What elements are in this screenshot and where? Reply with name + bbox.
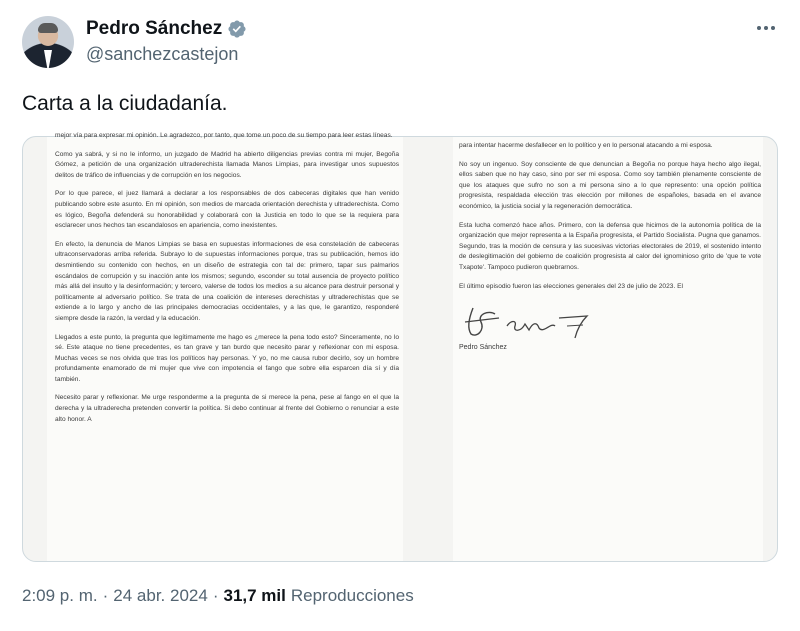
letter-signer: Pedro Sánchez: [459, 344, 507, 352]
letter-paragraph: El último episodio fueron las elecciones generales del 23 de julio de 2023. El: [459, 282, 683, 290]
letter-left-column: [47, 131, 403, 433]
tweet-date[interactable]: 24 abr. 2024: [113, 586, 208, 605]
meta-separator: ·: [102, 586, 109, 605]
author-name-row: [86, 18, 247, 40]
more-dot: [757, 26, 761, 30]
tweet-media-image[interactable]: [22, 132, 778, 562]
more-dot: [771, 26, 775, 30]
letter-paragraph: Llegados a este punto, la pregunta que legítimamente me hago es ¿merece la pena todo esto? Sinceramente, no lo sé. Este ataque no tiene precedentes, es tan grave y tan burdo que necesito parar y reflexionar con mi esposa. Muchas veces se nos olvida que tras los políticos hay personas. Y yo, no me causa rubor decirlo, soy un hombre profundamente enamorado de mi mujer que vive con impotencia el fango que sobre ella esparcen día sí y día también.: [55, 333, 399, 383]
letter-right-column: [453, 141, 763, 351]
author-handle[interactable]: @sanchezcastejon: [86, 44, 239, 64]
more-options-icon[interactable]: [754, 18, 778, 38]
letter-paragraph: Necesito parar y reflexionar. Me urge responderme a la pregunta de si merece la pena, pese al fango en el que la derecha y la ultraderecha pretenden convertir la política. Si debo continuar al frente del Gobierno o renunciar a este alto honor. A: [55, 394, 399, 423]
tweet-meta: [22, 586, 414, 606]
letter-paragraph: para intentar hacerme desfallecer en lo político y en lo personal atacando a mi esposa.: [459, 142, 713, 149]
letter-paragraph: No soy un ingenuo. Soy consciente de que denuncian a Begoña no porque haya hecho algo ilegal, ellos saben que no hay caso, sino por ser mi esposa. Como soy también plenamente consciente de que los ataques que sufro no son a mi persona sino a lo que represento: una opción política progresista, respaldada elección tras elección por millones de españoles, basada en el avance económico, la justicia social y la regeneración democrática.: [459, 160, 761, 210]
views-label: Reproducciones: [290, 586, 414, 605]
letter-paragraph: Esta lucha comenzó hace años. Primero, con la defensa que hicimos de la autonomía política de la organización que mejor representa a la España progresista, el Partido Socialista. Pugna que ganamos. Segundo, tras la moción de censura y las sucesivas victorias electorales de 2019, el sostenido intento de deslegitimación del gobierno de coalición progresista al calor del ignominioso grito de 'que te vote Txapote'. Tampoco pudieron quebrarnos.: [459, 221, 761, 271]
views-count: 31,7 mil: [223, 586, 286, 605]
more-dot: [764, 26, 768, 30]
tweet-text: Carta a la ciudadanía.: [22, 92, 228, 115]
tweet-header: [20, 14, 780, 72]
letter-paragraph: Por lo que parece, el juez llamará a declarar a los responsables de dos cabeceras digitales que han venido publicando sobre este asunto. En mi opinión, son medios de marcada orientación derechista y ultraderechista. Como es lógico, Begoña defenderá su honorabilidad y colaborará con la Justicia en todo lo que se la requiera para esclarecer unos hechos tan escandalosos en apariencia, como inexistentes.: [55, 190, 399, 230]
verified-badge-icon: [227, 19, 247, 39]
avatar-shirt: [44, 50, 52, 68]
letter-page-right: [453, 137, 763, 561]
avatar[interactable]: [22, 16, 74, 68]
letter-page-left: [47, 132, 403, 561]
meta-separator: ·: [212, 586, 219, 605]
handwritten-signature: [459, 300, 763, 344]
tweet-time[interactable]: 2:09 p. m.: [22, 586, 98, 605]
avatar-hair: [38, 23, 58, 33]
letter-paragraph: En efecto, la denuncia de Manos Limpias se basa en supuestas informaciones de esa constelación de cabeceras ultraconservadoras arriba referida. Subrayo lo de supuestas informaciones porque, tras su publicación, hemos ido desmintiendo su contenido con hechos, en un diseño de estrategia con tal de: primero, tapar sus palmarios escándalos de corrupción y su inacción ante los mismos; segundo, esconder su total ausencia de proyecto político más allá del insulto y la desinformación; y tercero, valerse de todos los medios a su alcance para destruir personal y políticamente al adversario político. Se trata de una coalición de intereses derechistas y ultraderechistas que se extiende a lo largo y ancho de las principales democracias occidentales, y a las que, le garantizo, responderé siempre desde la razón, la verdad y la educación.: [55, 240, 399, 322]
letter-paragraph: Como ya sabrá, y si no le informo, un juzgado de Madrid ha abierto diligencias previas contra mi mujer, Begoña Gómez, a petición de una organización ultraderechista llamada Manos Limpias, para investigar unos supuestos delitos de tráfico de influencias y de corrupción en los negocios.: [55, 150, 399, 179]
signature-drawing: [459, 300, 599, 344]
letter-paragraph: mejor vía para expresar mi opinión. Le agradezco, por tanto, que tome un poco de su tiempo para leer estas líneas.: [55, 132, 393, 139]
author-name[interactable]: Pedro Sánchez: [86, 18, 223, 39]
letter-right-paragraphs: [453, 141, 763, 292]
